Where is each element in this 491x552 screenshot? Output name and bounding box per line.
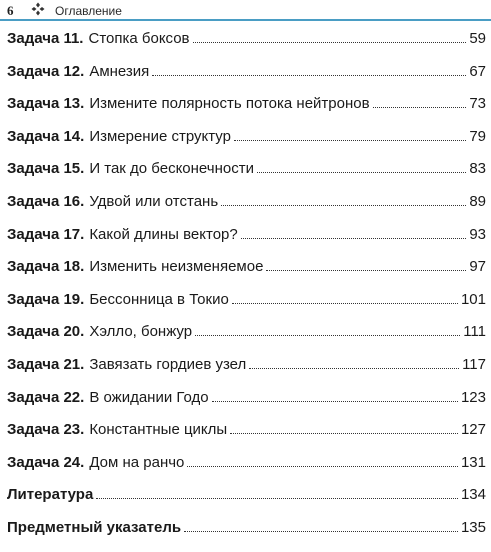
dot-leader [232, 303, 458, 304]
toc-entry-label: Задача 20. [7, 323, 85, 341]
toc-entry-label: Задача 13. [7, 95, 85, 113]
toc-entry-page: 117 [462, 355, 486, 373]
running-header-title: Оглавление [55, 4, 122, 18]
dot-leader [241, 238, 467, 239]
toc-entry[interactable] [7, 421, 486, 454]
dot-leader [249, 368, 459, 369]
dot-leader [234, 140, 466, 141]
toc-entry-page: 127 [460, 421, 486, 439]
toc-entry-title: Хэлло, бонжур [89, 323, 193, 341]
toc-entry-title: Бессонница в Токио [89, 290, 229, 308]
toc-entry[interactable] [7, 95, 486, 128]
toc-entry[interactable] [7, 454, 486, 487]
dot-leader [184, 531, 458, 532]
toc-entry-page: 135 [460, 518, 486, 536]
dot-leader [212, 401, 458, 402]
toc-entry-page: 101 [460, 290, 486, 308]
toc-entry-page: 59 [469, 30, 486, 47]
toc-entry-page: 83 [469, 160, 486, 178]
toc-entry-subject-index[interactable] [7, 519, 486, 552]
toc-entry-page: 89 [469, 192, 486, 210]
toc-entry-label: Задача 17. [7, 225, 85, 243]
toc-entry-title: Константные циклы [89, 421, 228, 439]
four-diamonds-icon [31, 2, 45, 16]
toc-entry-label: Задача 12. [7, 62, 85, 80]
dot-leader [187, 466, 458, 467]
toc-entry-title: Удвой или отстань [89, 192, 219, 210]
table-of-contents [7, 30, 486, 552]
toc-entry-title: Завязать гордиев узел [89, 355, 247, 373]
dot-leader [193, 42, 467, 43]
toc-entry-page: 134 [460, 486, 486, 504]
toc-entry-label: Задача 11. [7, 30, 84, 47]
dot-leader [230, 433, 458, 434]
toc-entry[interactable] [7, 389, 486, 422]
toc-entry-title: В ожидании Годо [89, 388, 209, 406]
toc-entry-title: Изменить неизменяемое [89, 258, 264, 276]
toc-entry-label: Литература [7, 486, 94, 504]
toc-entry-label: Задача 14. [7, 127, 85, 145]
toc-entry-label: Задача 16. [7, 192, 85, 210]
toc-entry-label: Задача 22. [7, 388, 85, 406]
toc-entry-title: Стопка боксов [88, 30, 190, 47]
toc-entry-label: Задача 24. [7, 453, 85, 471]
dot-leader [257, 172, 466, 173]
toc-entry-label: Задача 18. [7, 258, 85, 276]
toc-entry[interactable] [7, 160, 486, 193]
toc-entry-label: Задача 15. [7, 160, 85, 178]
toc-entry-label: Задача 19. [7, 290, 85, 308]
toc-entry-title: Амнезия [89, 62, 150, 80]
toc-entry[interactable] [7, 30, 486, 63]
toc-entry-page: 111 [463, 323, 486, 341]
toc-entry-title: Какой длины вектор? [89, 225, 238, 243]
toc-entry-page: 97 [469, 258, 486, 276]
toc-entry-literature[interactable] [7, 486, 486, 519]
toc-entry-page: 131 [460, 453, 486, 471]
dot-leader [195, 335, 460, 336]
page-number: 6 [7, 3, 14, 18]
dot-leader [152, 75, 466, 76]
toc-entry-label: Задача 21. [7, 355, 85, 373]
toc-entry[interactable] [7, 226, 486, 259]
toc-entry-page: 79 [469, 127, 486, 145]
toc-entry-title: Дом на ранчо [89, 453, 185, 471]
toc-entry-page: 93 [469, 225, 486, 243]
header-rule [0, 19, 491, 21]
dot-leader [221, 205, 466, 206]
toc-entry-page: 123 [460, 388, 486, 406]
dot-leader [266, 270, 466, 271]
dot-leader [373, 107, 467, 108]
toc-entry[interactable] [7, 193, 486, 226]
toc-entry-title: И так до бесконечности [89, 160, 254, 178]
toc-entry-page: 73 [469, 95, 486, 113]
page-header [0, 0, 491, 22]
toc-entry[interactable] [7, 291, 486, 324]
dot-leader [96, 498, 458, 499]
toc-entry[interactable] [7, 258, 486, 291]
toc-entry-label: Задача 23. [7, 421, 85, 439]
toc-entry-page: 67 [469, 62, 486, 80]
toc-entry[interactable] [7, 323, 486, 356]
toc-entry[interactable] [7, 128, 486, 161]
toc-entry-title: Измените полярность потока нейтронов [89, 95, 370, 113]
toc-entry-label: Предметный указатель [7, 518, 182, 536]
toc-entry[interactable] [7, 356, 486, 389]
toc-entry-title: Измерение структур [89, 127, 231, 145]
toc-entry[interactable] [7, 63, 486, 96]
